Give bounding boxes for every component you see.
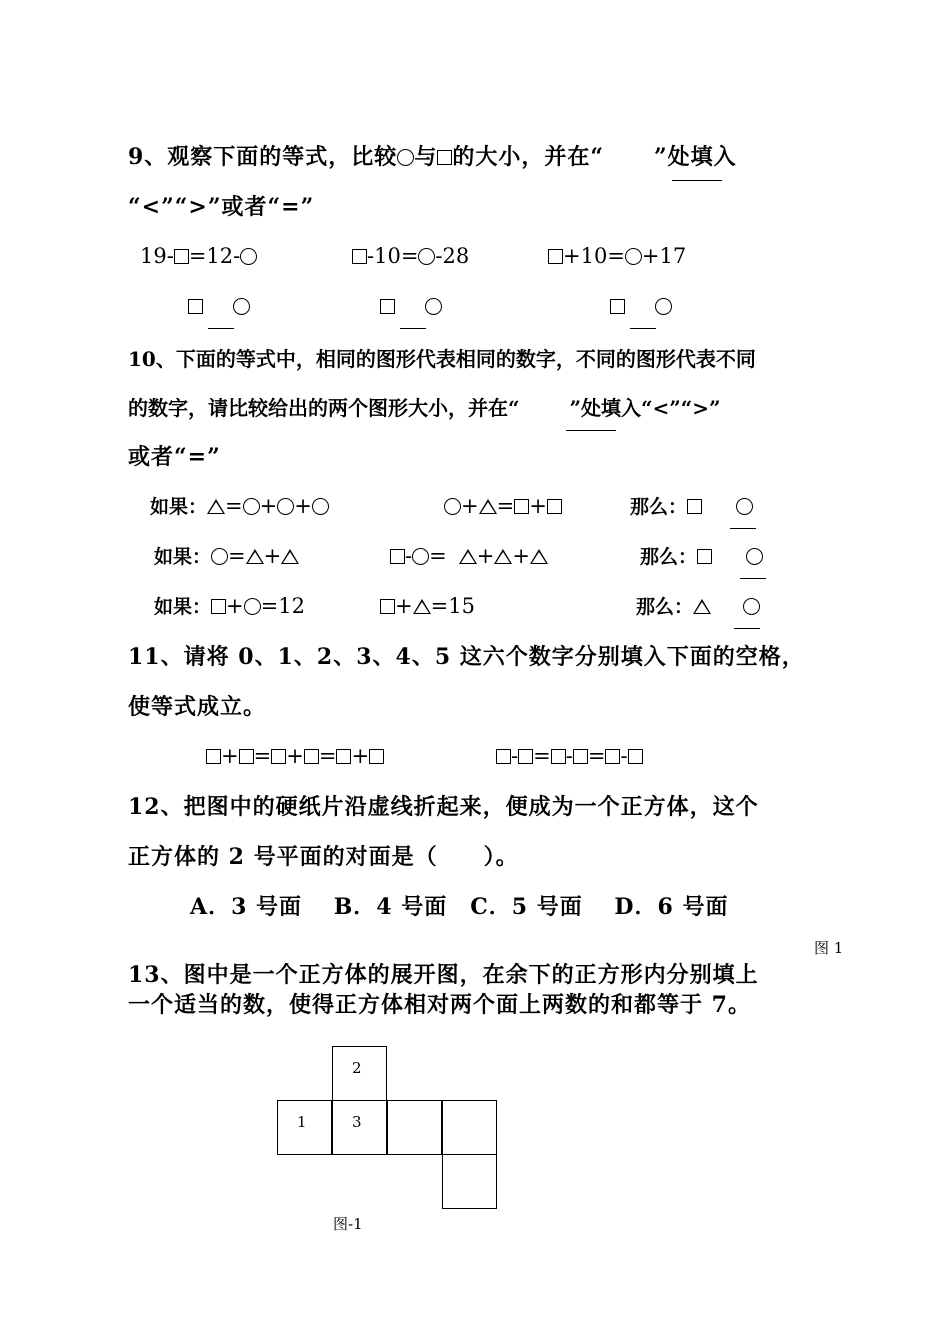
square-icon	[605, 749, 620, 764]
square-icon	[697, 549, 712, 564]
q10-line1: 10、下面的等式中，相同的图形代表相同的数字，不同的图形代表不同	[128, 347, 756, 371]
circle-icon	[233, 298, 250, 315]
square-icon	[380, 599, 395, 614]
triangle-icon	[246, 549, 264, 564]
net-cell-empty-b[interactable]	[442, 1100, 497, 1155]
q12-line1: 12、把图中的硬纸片沿虚线折起来，便成为一个正方体，这个	[128, 794, 759, 820]
triangle-icon	[494, 549, 512, 564]
q10-answer-blank	[566, 430, 616, 431]
triangle-icon	[459, 549, 477, 564]
square-icon	[437, 150, 452, 165]
q9-compare-3	[610, 296, 672, 317]
q10-line3: 或者“=”	[128, 444, 221, 470]
q13-figure-label: 图-1	[333, 1215, 363, 1233]
q9-yu: 与	[414, 144, 438, 170]
q9-answer-blank	[672, 180, 722, 181]
triangle-icon	[479, 499, 497, 514]
circle-icon	[418, 248, 435, 265]
q10-line2: 的数字，请比较给出的两个图形大小，并在“ ”处填入“<”“>”	[128, 396, 721, 420]
circle-icon	[397, 149, 414, 166]
circle-icon	[277, 498, 294, 515]
q9-line2: “<”“>”或者“=”	[128, 194, 315, 220]
square-icon	[211, 599, 226, 614]
square-icon	[496, 749, 511, 764]
q10-row1-blank	[730, 528, 756, 529]
q10-row1-eq2: + = +	[444, 496, 562, 517]
circle-icon	[243, 498, 260, 515]
q9-compare-blank-2	[400, 328, 426, 329]
square-icon	[369, 749, 384, 764]
square-icon	[174, 249, 189, 264]
q12-line2: 正方体的 2 号平面的对面是（ ）。	[128, 844, 519, 870]
q10-row2-if: 如果： = +	[154, 546, 299, 567]
square-icon	[551, 749, 566, 764]
q11-equation-sum: + = + = +	[206, 746, 384, 767]
circle-icon	[625, 248, 642, 265]
q9-compare-2	[380, 296, 442, 317]
square-icon	[304, 749, 319, 764]
square-icon	[628, 749, 643, 764]
square-icon	[380, 299, 395, 314]
net-cell-top: 2	[332, 1046, 387, 1101]
circle-icon	[743, 598, 760, 615]
square-icon	[352, 249, 367, 264]
circle-icon	[312, 498, 329, 515]
circle-icon	[244, 598, 261, 615]
q9-equation-3: +10= +17	[548, 246, 686, 267]
triangle-icon	[281, 549, 299, 564]
q9-equation-1: 19- =12-	[140, 246, 257, 267]
q10-row2-blank	[740, 578, 766, 579]
q9-compare-blank-1	[208, 328, 234, 329]
square-icon	[610, 299, 625, 314]
square-icon	[390, 549, 405, 564]
square-icon	[547, 499, 562, 514]
square-icon	[336, 749, 351, 764]
q11-equation-diff: - = - = -	[496, 746, 643, 767]
q9-compare-blank-3	[630, 328, 656, 329]
square-icon	[573, 749, 588, 764]
q10-row1-if: 如果： = + +	[150, 496, 329, 517]
square-icon	[518, 749, 533, 764]
triangle-icon	[413, 599, 431, 614]
square-icon	[188, 299, 203, 314]
square-icon	[206, 749, 221, 764]
q9-line1-text-c: ”处填入	[653, 144, 737, 170]
q11-line1: 11、请将 0、1、2、3、4、5 这六个数字分别填入下面的空格，	[128, 644, 805, 670]
q11-line2: 使等式成立。	[128, 694, 267, 720]
circle-icon	[412, 548, 429, 565]
square-icon	[687, 499, 702, 514]
q9-line1-text-a: 9、观察下面的等式，比较	[128, 144, 398, 170]
triangle-icon	[207, 499, 225, 514]
triangle-icon	[530, 549, 548, 564]
triangle-icon	[693, 599, 711, 614]
q10-row3-eq2: + =15	[380, 596, 475, 617]
q10-row3-then: 那么：	[636, 596, 760, 617]
circle-icon	[736, 498, 753, 515]
circle-icon	[211, 548, 228, 565]
square-icon	[548, 249, 563, 264]
circle-icon	[746, 548, 763, 565]
square-icon	[514, 499, 529, 514]
q10-row3-if: 如果： + =12	[154, 594, 305, 618]
square-icon	[239, 749, 254, 764]
net-cell-1: 1	[277, 1100, 332, 1155]
q10-row2-eq2: - = + +	[390, 546, 548, 567]
square-icon	[271, 749, 286, 764]
q13-line2: 一个适当的数，使得正方体相对两个面上两数的和都等于 7。	[128, 992, 751, 1018]
q9-equation-2: -10= -28	[352, 246, 469, 267]
q9-line1	[128, 146, 737, 168]
circle-icon	[425, 298, 442, 315]
q10-row3-blank	[734, 628, 760, 629]
q12-options: A．3 号面 B．4 号面 C．5 号面 D．6 号面	[190, 894, 729, 920]
net-cell-3: 3	[332, 1100, 387, 1155]
q9-compare-1	[188, 296, 250, 317]
q9-line1-text-b: 的大小，并在“	[452, 144, 604, 170]
q13-line1: 13、图中是一个正方体的展开图，在余下的正方形内分别填上	[128, 962, 759, 988]
net-cell-empty-a[interactable]	[387, 1100, 442, 1155]
q10-row1-then: 那么：	[630, 496, 753, 517]
circle-icon	[444, 498, 461, 515]
q10-row2-then: 那么：	[640, 546, 763, 567]
q12-figure-label: 图 1	[814, 939, 844, 957]
net-cell-empty-bottom[interactable]	[442, 1154, 497, 1209]
circle-icon	[655, 298, 672, 315]
circle-icon	[240, 248, 257, 265]
